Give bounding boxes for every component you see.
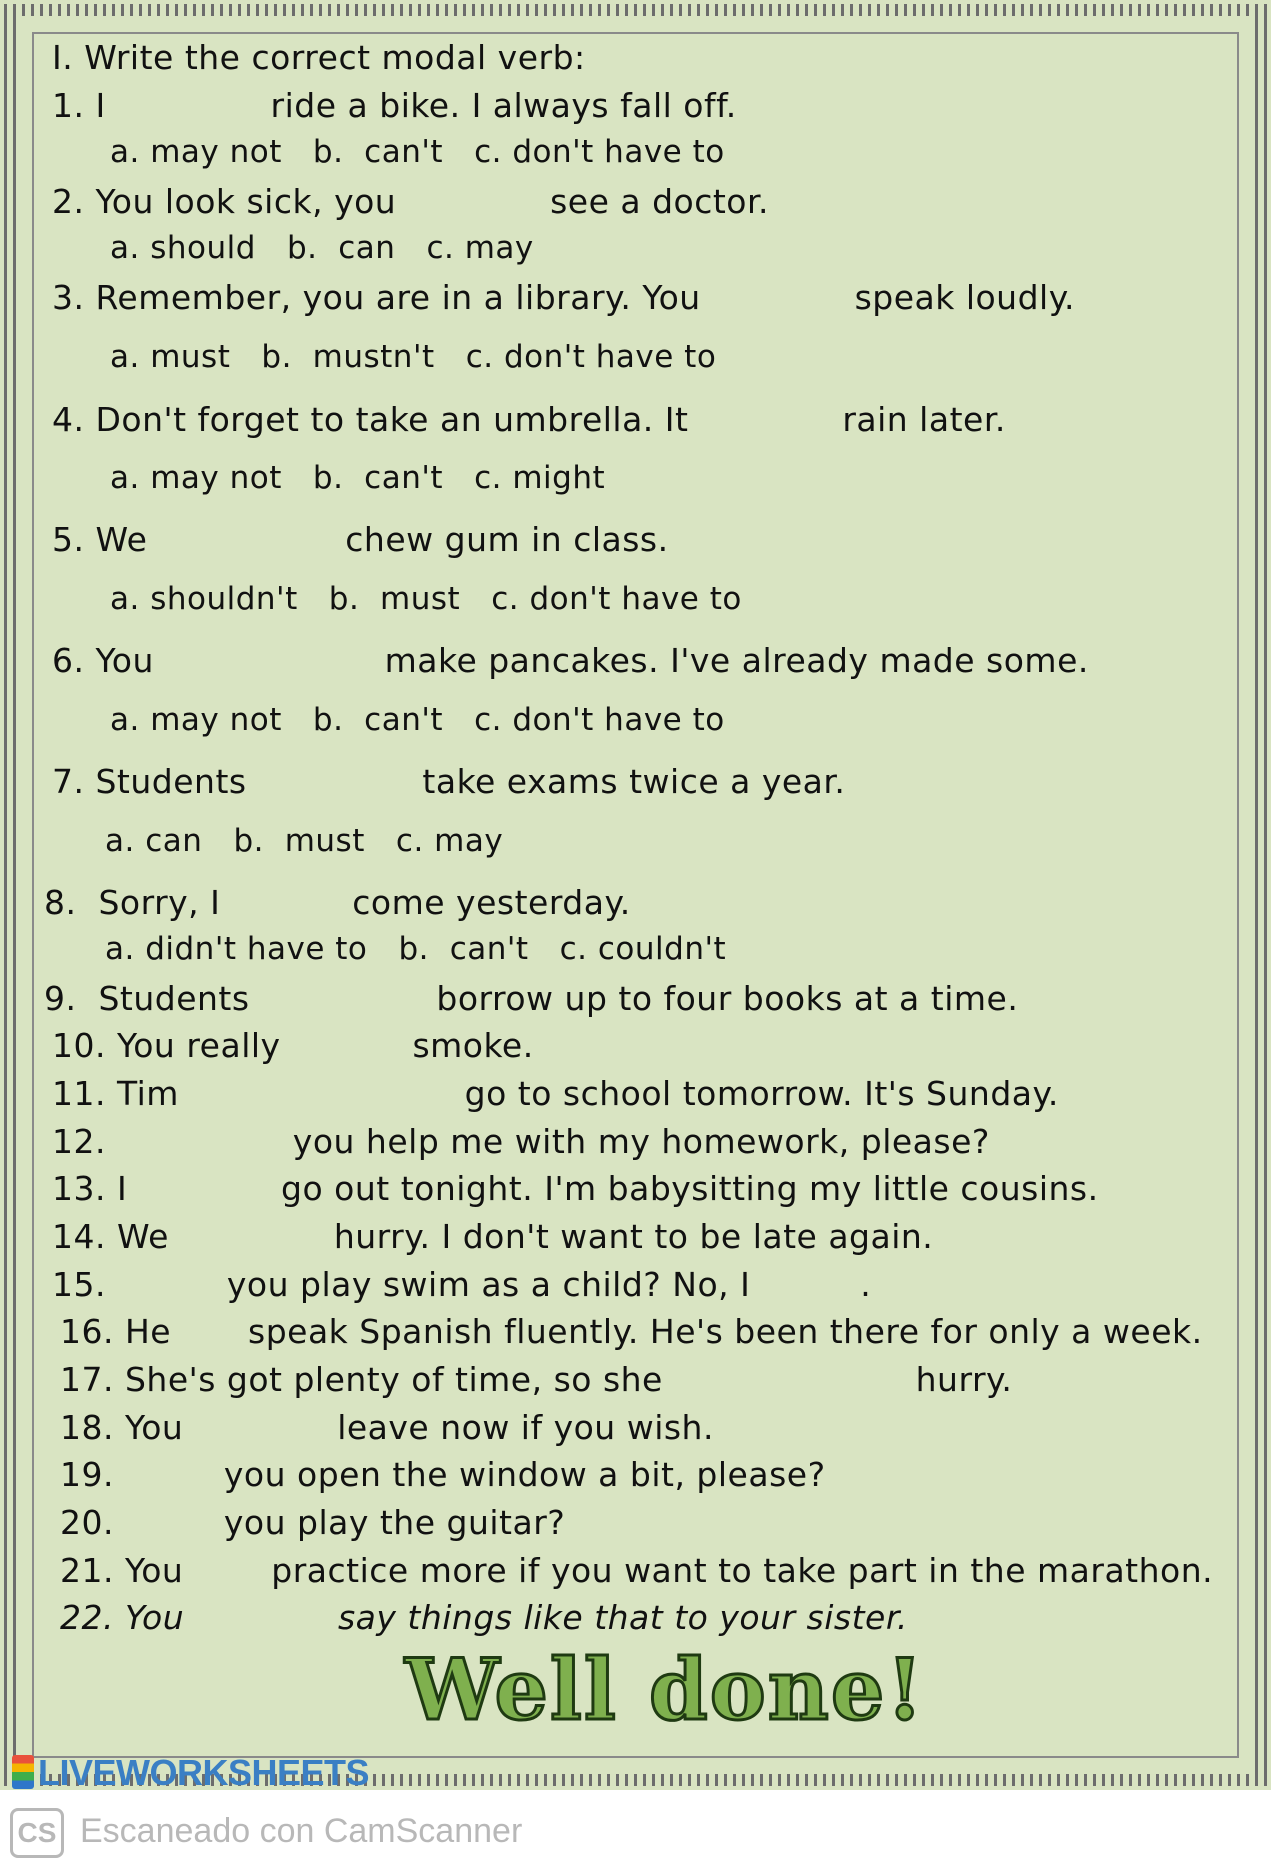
options-3: a. must b. mustn't c. don't have to — [110, 339, 717, 375]
question-13: 13. I go out tonight. I'm babysitting my little cousins. — [52, 1169, 1099, 1208]
question-15: 15. you play swim as a child? No, I . — [52, 1265, 872, 1304]
question-20: 20. you play the guitar? — [60, 1503, 566, 1542]
options-8: a. didn't have to b. can't c. couldn't — [105, 931, 727, 967]
liveworksheets-logo — [12, 1752, 369, 1794]
question-2: 2. You look sick, you see a doctor. — [52, 182, 770, 221]
options-6: a. may not b. can't c. don't have to — [110, 702, 725, 738]
question-14: 14. We hurry. I don't want to be late again. — [52, 1217, 934, 1256]
camscanner-text: Escaneado con CamScanner — [80, 1811, 523, 1850]
question-9: 9. Students borrow up to four books at a time. — [44, 979, 1019, 1018]
liveworksheets-icon — [12, 1755, 34, 1789]
question-11: 11. Tim go to school tomorrow. It's Sunday. — [52, 1074, 1059, 1113]
question-8: 8. Sorry, I come yesterday. — [44, 883, 631, 922]
question-5: 5. We chew gum in class. — [52, 520, 669, 559]
options-7: a. can b. must c. may — [105, 823, 504, 859]
question-12: 12. you help me with my homework, please? — [52, 1122, 990, 1161]
camscanner-icon: CS — [10, 1808, 64, 1858]
question-1: 1. I ride a bike. I always fall off. — [52, 86, 737, 125]
question-10: 10. You really smoke. — [52, 1026, 534, 1065]
options-1: a. may not b. can't c. don't have to — [110, 134, 725, 170]
question-4: 4. Don't forget to take an umbrella. It rain later. — [52, 400, 1006, 439]
question-7: 7. Students take exams twice a year. — [52, 762, 846, 801]
well-done-banner: Well done! — [405, 1640, 926, 1739]
worksheet-title: I. Write the correct modal verb: — [52, 38, 586, 77]
camscanner-watermark — [10, 1808, 522, 1858]
question-17: 17. She's got plenty of time, so she hurry. — [60, 1360, 1013, 1399]
question-22: 22. You say things like that to your sister. — [60, 1598, 908, 1637]
question-3: 3. Remember, you are in a library. You speak loudly. — [52, 278, 1076, 317]
question-19: 19. you open the window a bit, please? — [60, 1455, 826, 1494]
question-18: 18. You leave now if you wish. — [60, 1408, 714, 1447]
question-16: 16. He speak Spanish fluently. He's been there for only a week. — [60, 1312, 1203, 1351]
options-2: a. should b. can c. may — [110, 230, 534, 266]
options-4: a. may not b. can't c. might — [110, 460, 606, 496]
question-6: 6. You make pancakes. I've already made some. — [52, 641, 1089, 680]
brand-name: LIVEWORKSHEETS — [38, 1752, 370, 1793]
question-21: 21. You practice more if you want to take part in the marathon. — [60, 1551, 1214, 1590]
options-5: a. shouldn't b. must c. don't have to — [110, 581, 742, 617]
